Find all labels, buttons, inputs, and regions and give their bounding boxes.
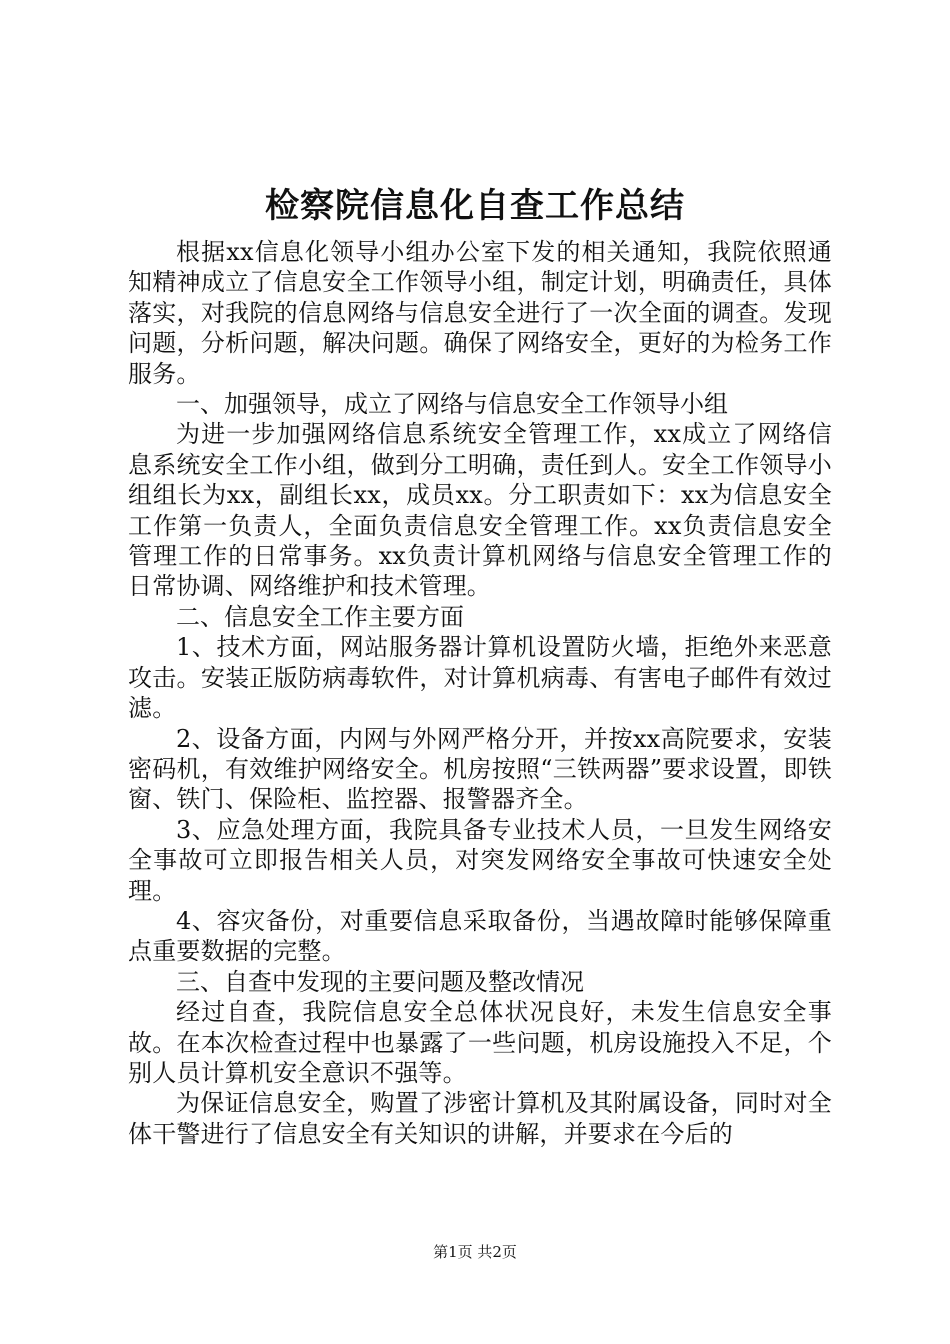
paragraph-intro: 根据xx信息化领导小组办公室下发的相关通知，我院依照通知精神成立了信息安全工作领导小组，制定计划，明确责任，具体落实，对我院的信息网络与信息安全进行了一次全面的调查。发现问题，分析问题，解决问题。确保了网络安全，更好的为检务工作服务。 bbox=[128, 238, 832, 388]
paragraph-technical: 1、技术方面，网站服务器计算机设置防火墙，拒绝外来恶意攻击。安装正版防病毒软件，对计算机病毒、有害电子邮件有效过滤。 bbox=[128, 633, 832, 723]
paragraph-leadership: 为进一步加强网络信息系统安全管理工作，xx成立了网络信息系统安全工作小组，做到分工明确，责任到人。安全工作领导小组组长为xx，副组长xx，成员xx。分工职责如下：xx为信息安全工作第一负责人，全面负责信息安全管理工作。xx负责信息安全管理工作的日常事务。xx负责计算机网络与信息安全管理工作的日常协调、网络维护和技术管理。 bbox=[128, 420, 832, 601]
paragraph-emergency: 3、应急处理方面，我院具备专业技术人员，一旦发生网络安全事故可立即报告相关人员，对突发网络安全事故可快速安全处理。 bbox=[128, 815, 832, 905]
paragraph-equipment: 2、设备方面，内网与外网严格分开，并按xx高院要求，安装密码机，有效维护网络安全。机房按照“三铁两器”要求设置，即铁窗、铁门、保险柜、监控器、报警器齐全。 bbox=[128, 724, 832, 814]
paragraph-rectification: 为保证信息安全，购置了涉密计算机及其附属设备，同时对全体干警进行了信息安全有关知识的讲解，并要求在今后的 bbox=[128, 1089, 832, 1148]
section-heading-1: 一、加强领导，成立了网络与信息安全工作领导小组 bbox=[176, 390, 728, 419]
document-body bbox=[128, 237, 832, 1149]
document-title: 检察院信息化自查工作总结 bbox=[265, 186, 685, 226]
paragraph-backup: 4、容灾备份，对重要信息采取备份，当遇故障时能够保障重点重要数据的完整。 bbox=[128, 906, 832, 966]
paragraph-self-check: 经过自查，我院信息安全总体状况良好，未发生信息安全事故。在本次检查过程中也暴露了一些问题，机房设施投入不足，个别人员计算机安全意识不强等。 bbox=[128, 998, 832, 1087]
page-footer: 第1页 共2页 bbox=[433, 1243, 517, 1261]
section-heading-2: 二、信息安全工作主要方面 bbox=[176, 602, 464, 631]
section-heading-3: 三、自查中发现的主要问题及整改情况 bbox=[176, 967, 584, 996]
